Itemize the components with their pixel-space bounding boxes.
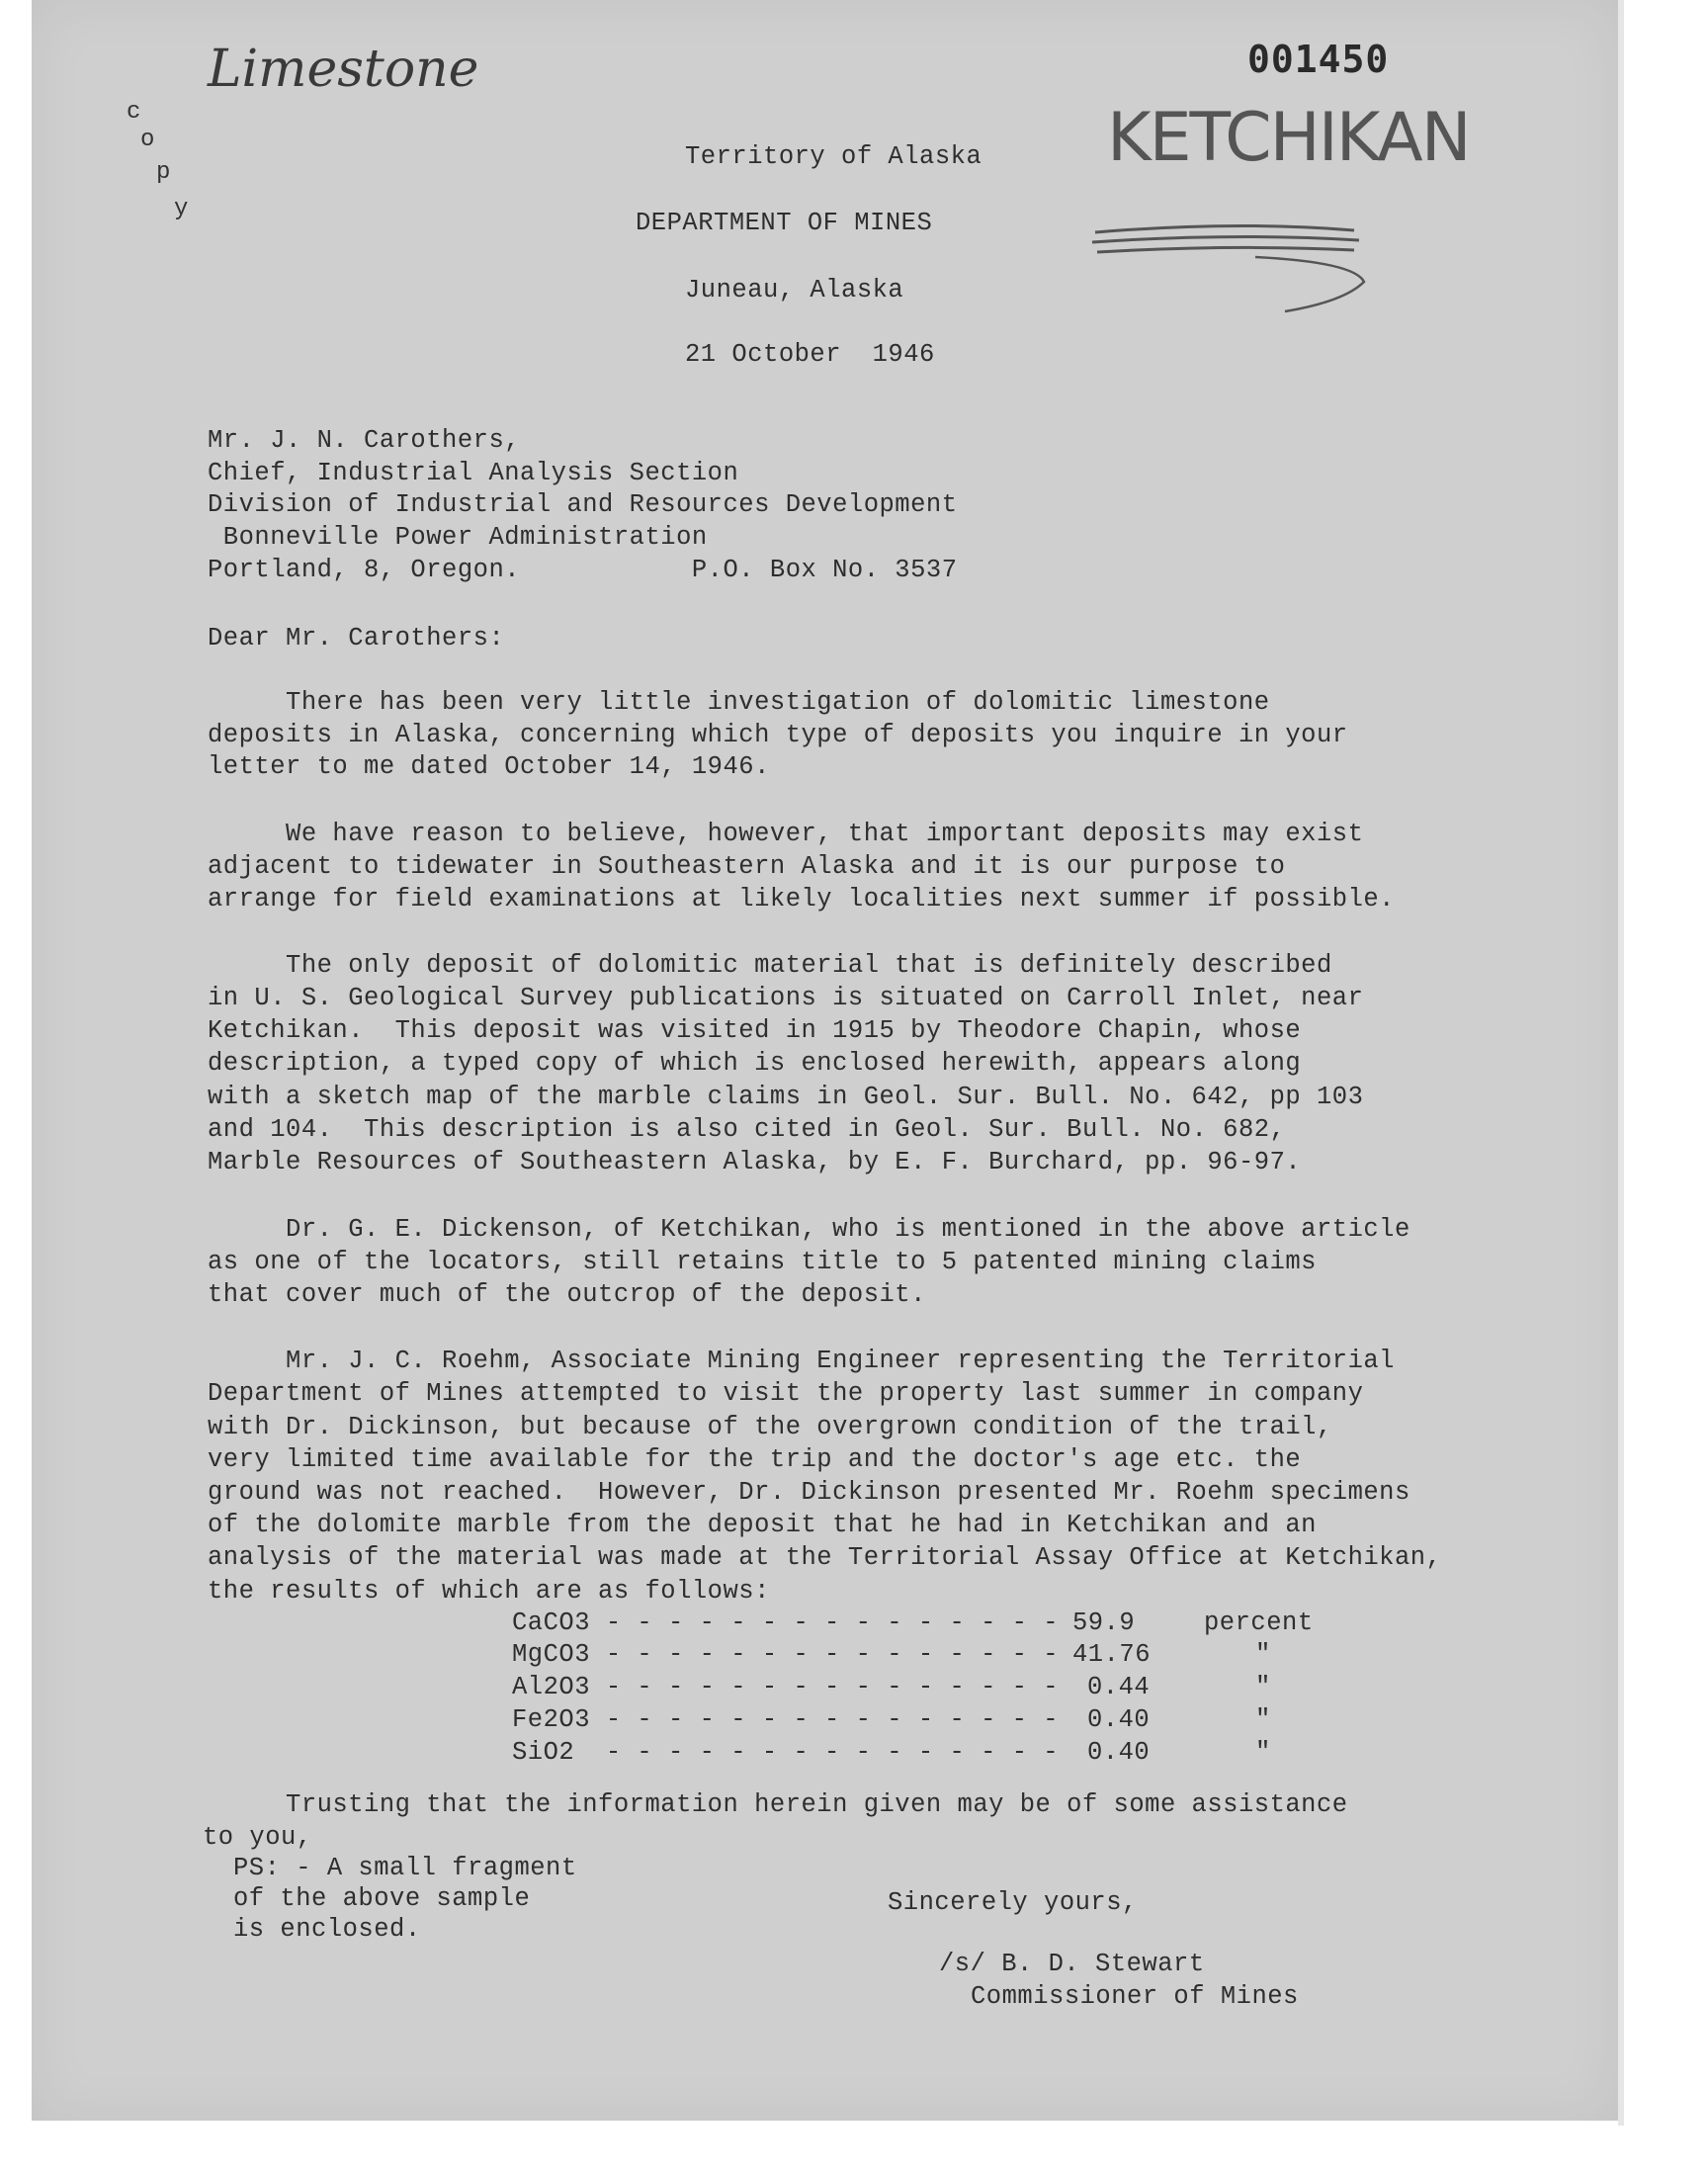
analysis-row — [512, 1610, 1074, 1637]
paragraph-3-line-4: description, a typed copy of which is enclosed herewith, appears along — [208, 1049, 1302, 1078]
paragraph-5-line-8: the results of which are as follows: — [208, 1577, 770, 1606]
copy-mark-c: c — [127, 99, 141, 126]
signature: /s/ B. D. Stewart — [939, 1950, 1205, 1978]
analysis-unit: " — [1255, 1738, 1271, 1767]
paragraph-2-line-2: adjacent to tidewater in Southeastern Alaska and it is our purpose to — [208, 852, 1286, 881]
analysis-unit: " — [1255, 1705, 1271, 1734]
crossed-out-text — [1087, 203, 1384, 321]
paragraph-3-line-5: with a sketch map of the marble claims in Geol. Sur. Bull. No. 642, pp 103 — [208, 1083, 1364, 1111]
paragraph-5-line-4: very limited time available for the trip and the doctor's age etc. the — [208, 1445, 1302, 1474]
recipient-title: Chief, Industrial Analysis Section — [208, 459, 739, 487]
leader-dashes: - - - - - - - - - - - - - - - — [590, 1673, 1074, 1701]
analysis-row — [512, 1706, 1074, 1734]
paragraph-3-line-2: in U. S. Geological Survey publications is situated on Carroll Inlet, near — [208, 984, 1364, 1012]
sign-off: Sincerely yours, — [888, 1888, 1138, 1917]
compound-name: CaCO3 — [512, 1609, 591, 1637]
paragraph-4-line-1: Dr. G. E. Dickenson, of Ketchikan, who is mentioned in the above article — [208, 1215, 1410, 1244]
copy-mark-o: o — [140, 127, 155, 153]
analysis-row — [512, 1739, 1074, 1767]
compound-name: Al2O3 — [512, 1673, 591, 1701]
paragraph-5-line-1: Mr. J. C. Roehm, Associate Mining Engineer representing the Territorial — [208, 1347, 1395, 1375]
paragraph-5-line-5: ground was not reached. However, Dr. Dickinson presented Mr. Roehm specimens — [208, 1478, 1410, 1507]
compound-name: MgCO3 — [512, 1640, 591, 1669]
paragraph-2-line-3: arrange for field examinations at likely localities next summer if possible. — [208, 885, 1395, 914]
handwritten-subject: Limestone — [208, 40, 479, 99]
leader-dashes: - - - - - - - - - - - - - - - — [590, 1609, 1074, 1637]
analysis-unit: percent — [1204, 1609, 1314, 1637]
signer-title: Commissioner of Mines — [971, 1982, 1299, 2011]
analysis-row — [512, 1674, 1074, 1701]
copy-mark-p: p — [156, 159, 171, 186]
recipient-division: Division of Industrial and Resources Development — [208, 490, 958, 519]
leader-dashes: - - - - - - - - - - - - - - - — [590, 1705, 1074, 1734]
analysis-value: 0.40 — [1087, 1738, 1151, 1767]
letter-date: 21 October 1946 — [685, 340, 935, 369]
letterhead-city: Juneau, Alaska — [685, 276, 904, 304]
leader-dashes: - - - - - - - - - - - - - - - — [574, 1738, 1074, 1767]
paragraph-2-line-1: We have reason to believe, however, that important deposits may exist — [208, 820, 1364, 848]
postscript-line-1: PS: - A small fragment — [233, 1854, 577, 1882]
letterhead-territory: Territory of Alaska — [685, 142, 982, 171]
paragraph-3-line-6: and 104. This description is also cited in Geol. Sur. Bull. No. 682, — [208, 1115, 1286, 1144]
page-edge — [1618, 0, 1624, 2126]
closing-line-2: to you, — [203, 1823, 312, 1852]
recipient-address: Portland, 8, Oregon. P.O. Box No. 3537 — [208, 556, 958, 584]
analysis-value: 0.40 — [1087, 1705, 1151, 1734]
paragraph-3-line-1: The only deposit of dolomitic material that is definitely described — [208, 951, 1332, 980]
postscript-line-3: is enclosed. — [233, 1915, 421, 1944]
analysis-value: 0.44 — [1087, 1673, 1151, 1701]
leader-dashes: - - - - - - - - - - - - - - - — [590, 1640, 1074, 1669]
postscript-line-2: of the above sample — [233, 1884, 531, 1913]
copy-mark-y: y — [174, 196, 189, 222]
analysis-row — [512, 1641, 1074, 1669]
paragraph-1-line-2: deposits in Alaska, concerning which type of deposits you inquire in your — [208, 721, 1348, 749]
salutation: Dear Mr. Carothers: — [208, 624, 505, 652]
letterhead-department: DEPARTMENT OF MINES — [636, 209, 933, 237]
recipient-name: Mr. J. N. Carothers, — [208, 426, 521, 455]
handwritten-location: KETCHIKAN — [1107, 99, 1470, 177]
paragraph-5-line-2: Department of Mines attempted to visit the property last summer in company — [208, 1379, 1364, 1408]
analysis-value: 41.76 — [1072, 1640, 1152, 1669]
paragraph-3-line-3: Ketchikan. This deposit was visited in 1915 by Theodore Chapin, whose — [208, 1016, 1302, 1045]
paragraph-3-line-7: Marble Resources of Southeastern Alaska, by E. F. Burchard, pp. 96-97. — [208, 1148, 1302, 1176]
analysis-value: 59.9 — [1072, 1609, 1136, 1637]
compound-name: Fe2O3 — [512, 1705, 591, 1734]
paragraph-4-line-3: that cover much of the outcrop of the deposit. — [208, 1280, 926, 1309]
paragraph-5-line-6: of the dolomite marble from the deposit that he had in Ketchikan and an — [208, 1511, 1317, 1539]
compound-name: SiO2 — [512, 1738, 575, 1767]
paragraph-4-line-2: as one of the locators, still retains title to 5 patented mining claims — [208, 1248, 1317, 1276]
analysis-unit: " — [1255, 1640, 1271, 1669]
analysis-unit: " — [1255, 1673, 1271, 1701]
paragraph-1-line-3: letter to me dated October 14, 1946. — [208, 752, 770, 781]
paragraph-1-line-1: There has been very little investigation of dolomitic limestone — [208, 688, 1270, 717]
recipient-organization: Bonneville Power Administration — [208, 523, 708, 552]
paragraph-5-line-7: analysis of the material was made at the Territorial Assay Office at Ketchikan, — [208, 1543, 1442, 1572]
document-number-stamp: 001450 — [1247, 38, 1390, 81]
closing-line-1: Trusting that the information herein given may be of some assistance — [208, 1790, 1348, 1819]
paragraph-5-line-3: with Dr. Dickinson, but because of the overgrown condition of the trail, — [208, 1413, 1332, 1441]
